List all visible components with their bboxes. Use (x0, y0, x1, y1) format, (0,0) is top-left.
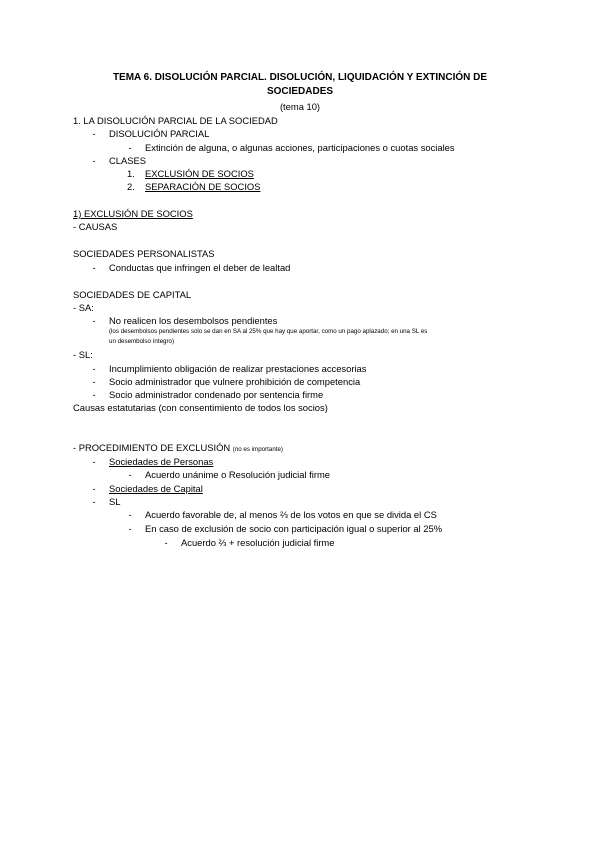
clase-number: 2. (127, 181, 135, 192)
sl-subheading: SL (109, 496, 121, 507)
sl-item: Incumplimiento obligación de realizar prestaciones accesorias (109, 363, 367, 374)
document-title-line1: TEMA 6. DISOLUCIÓN PARCIAL. DISOLUCIÓN, LIQUIDACIÓN Y EXTINCIÓN DE (112, 72, 488, 83)
capital-heading: SOCIEDADES DE CAPITAL (73, 289, 192, 300)
bullet-dash: - (92, 363, 96, 374)
bullet-dash: - (92, 389, 96, 400)
bullet-dash: - (92, 376, 96, 387)
sa-note-line2: un desembolso íntegro) (109, 338, 175, 345)
bullet-dash: - (92, 262, 96, 273)
clases-item: CLASES (109, 155, 146, 166)
causas-estatutarias: Causas estatutarias (con consentimiento de todos los socios) (73, 402, 328, 413)
document-subtitle: (tema 10) (279, 101, 321, 112)
bullet-dash: - (92, 496, 96, 507)
sa-note-line1: (los desembolsos pendientes solo se dan en SA al 25% que hay que aportar, como un pago aplazado; en una SL es (109, 328, 428, 335)
section1-heading: 1. LA DISOLUCIÓN PARCIAL DE LA SOCIEDAD (73, 115, 278, 126)
bullet-dash: - (92, 128, 96, 139)
personalistas-item: Conductas que infringen el deber de lealtad (109, 262, 291, 273)
personas-item: Acuerdo unánime o Resolución judicial firme (145, 469, 330, 480)
procedimiento-heading (73, 442, 283, 454)
bullet-dash: - (128, 523, 132, 534)
sa-label: - SA: (73, 302, 94, 313)
procedimiento-sl-subitem: Acuerdo ⅔ + resolución judicial firme (181, 537, 335, 548)
sociedades-capital-link[interactable]: Sociedades de Capital (109, 483, 203, 494)
personalistas-heading: SOCIEDADES PERSONALISTAS (73, 248, 215, 259)
document-title-line2: SOCIEDADES (266, 86, 334, 97)
bullet-dash: - (128, 469, 132, 480)
bullet-dash: - (92, 155, 96, 166)
procedimiento-heading-note: (no es importante) (232, 446, 283, 453)
procedimiento-heading-text: - PROCEDIMIENTO DE EXCLUSIÓN (73, 442, 231, 453)
procedimiento-sl-item: En caso de exclusión de socio con participación igual o superior al 25% (145, 523, 443, 534)
bullet-dash: - (128, 142, 132, 153)
bullet-dash: - (92, 456, 96, 467)
exclusion-heading: 1) EXCLUSIÓN DE SOCIOS (73, 208, 193, 219)
sl-item: Socio administrador condenado por sentencia firme (109, 389, 324, 400)
clase-separacion-link[interactable]: SEPARACIÓN DE SOCIOS (145, 181, 261, 192)
bullet-dash: - (92, 483, 96, 494)
causas-label: - CAUSAS (73, 221, 118, 232)
bullet-dash: - (128, 509, 132, 520)
disolucion-parcial-item: DISOLUCIÓN PARCIAL (109, 128, 210, 139)
sociedades-personas-link[interactable]: Sociedades de Personas (109, 456, 214, 467)
sl-label: - SL: (73, 349, 93, 360)
clase-number: 1. (127, 168, 135, 179)
procedimiento-sl-item: Acuerdo favorable de, al menos ⅔ de los votos en que se divida el CS (145, 509, 437, 520)
disolucion-parcial-definition: Extinción de alguna, o algunas acciones, participaciones o cuotas sociales (145, 142, 455, 153)
sa-item: No realicen los desembolsos pendientes (109, 315, 278, 326)
clase-exclusion-link[interactable]: EXCLUSIÓN DE SOCIOS (145, 168, 254, 179)
bullet-dash: - (92, 315, 96, 326)
bullet-dash: - (164, 537, 168, 548)
sl-item: Socio administrador que vulnere prohibición de competencia (109, 376, 361, 387)
